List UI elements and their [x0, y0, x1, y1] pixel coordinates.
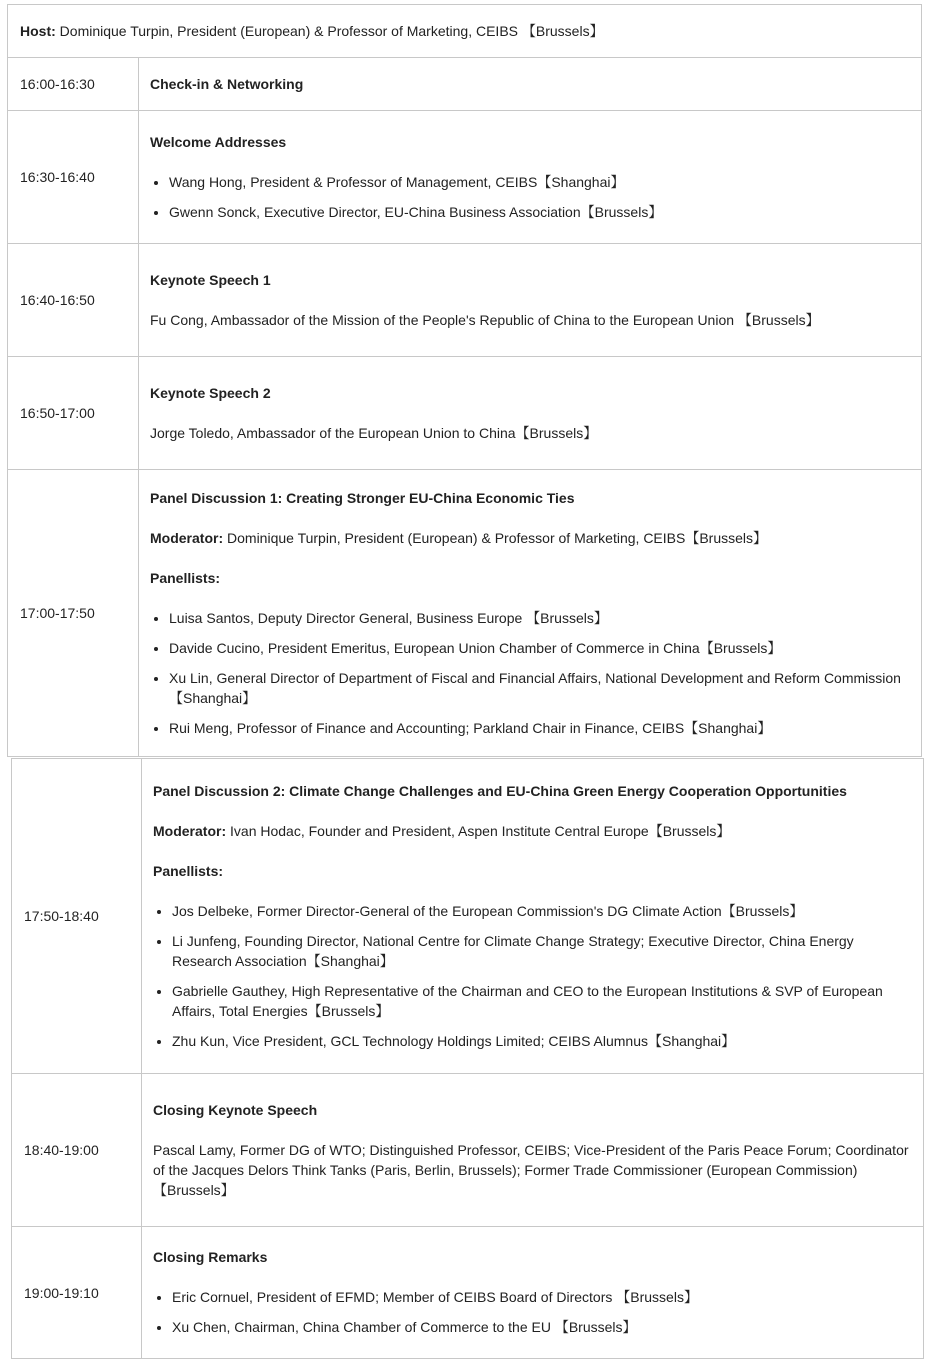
- speaker-text: Fu Cong, Ambassador of the Mission of the People's Republic of China to the European Union 【Brussels】: [150, 311, 820, 328]
- moderator-line: [150, 528, 909, 548]
- session-title: Keynote Speech 2: [150, 384, 271, 401]
- moderator-label: Moderator:: [150, 529, 224, 546]
- list-item: • Davide Cucino, President Emeritus, European Union Chamber of Commerce in China【Brussels】: [169, 638, 909, 658]
- session-cell: [139, 244, 922, 357]
- session-title: Closing Remarks: [153, 1249, 268, 1265]
- table-row: [12, 1227, 924, 1359]
- table-row: [12, 759, 924, 1074]
- list-item: • Luisa Santos, Deputy Director General, Business Europe 【Brussels】: [169, 608, 909, 628]
- moderator-line: [153, 821, 911, 841]
- panellist-list: [150, 608, 909, 738]
- host-text: Dominique Turpin, President (European) & Professor of Marketing, CEIBS 【Brussels】: [55, 23, 604, 39]
- moderator-label: Moderator:: [153, 822, 227, 839]
- session-cell: [139, 470, 922, 757]
- list-item: • Rui Meng, Professor of Finance and Accounting; Parkland Chair in Finance, CEIBS【Shanghai】: [169, 718, 909, 738]
- session-cell: [142, 1227, 924, 1359]
- agenda-table-part-1: [7, 4, 922, 757]
- session-cell: [139, 357, 922, 470]
- session-title: Closing Keynote Speech: [153, 1101, 318, 1118]
- host-row: [8, 5, 922, 58]
- host-label: Host:: [20, 23, 56, 39]
- session-cell: [142, 759, 924, 1074]
- session-cell: [139, 111, 922, 244]
- time-cell: 19:00-19:10: [12, 1227, 142, 1359]
- time-cell: 16:30-16:40: [8, 111, 139, 244]
- speaker-list: [150, 172, 909, 222]
- list-item: • Wang Hong, President & Professor of Management, CEIBS【Shanghai】: [169, 172, 909, 192]
- session-title: Panel Discussion 2: Climate Change Challenges and EU-China Green Energy Cooperation Opportunities: [153, 782, 847, 799]
- time-cell: 17:00-17:50: [8, 470, 139, 757]
- speaker-text: Pascal Lamy, Former DG of WTO; Distinguished Professor, CEIBS; Vice-President of the Paris Peace Forum; Coordinator of the Jacques Delors Think Tanks (Paris, Berlin, Brussels); Former Trade Commissioner (European Commission)【Brussels】: [153, 1141, 909, 1198]
- session-title: Keynote Speech 1: [150, 271, 271, 288]
- panellist-list: [153, 901, 911, 1051]
- moderator-text: Dominique Turpin, President (European) & Professor of Marketing, CEIBS【Brussels】: [223, 529, 768, 546]
- speaker-text: Jorge Toledo, Ambassador of the European Union to China【Brussels】: [150, 424, 598, 441]
- moderator-text: Ivan Hodac, Founder and President, Aspen Institute Central Europe【Brussels】: [226, 822, 731, 839]
- table-row: [8, 470, 922, 757]
- time-cell: 16:50-17:00: [8, 357, 139, 470]
- panellists-label: Panellists:: [150, 569, 221, 586]
- host-cell: [8, 5, 922, 58]
- session-title: Check-in & Networking: [150, 75, 304, 92]
- list-item: • Zhu Kun, Vice President, GCL Technology Holdings Limited; CEIBS Alumnus【Shanghai】: [172, 1031, 911, 1051]
- list-item: • Li Junfeng, Founding Director, National Centre for Climate Change Strategy; Executive Director, China Energy Research Association【Shanghai】: [172, 931, 911, 971]
- table-row: [8, 357, 922, 470]
- panellists-label: Panellists:: [153, 862, 224, 879]
- session-cell: [139, 58, 922, 111]
- time-cell: 16:00-16:30: [8, 58, 139, 111]
- list-item: • Xu Chen, Chairman, China Chamber of Commerce to the EU 【Brussels】: [172, 1317, 911, 1337]
- time-cell: 17:50-18:40: [12, 759, 142, 1074]
- list-item: • Gwenn Sonck, Executive Director, EU-China Business Association【Brussels】: [169, 202, 909, 222]
- session-cell: [142, 1074, 924, 1227]
- speaker-list: [153, 1287, 911, 1337]
- time-cell: 18:40-19:00: [12, 1074, 142, 1227]
- list-item: • Xu Lin, General Director of Department of Fiscal and Financial Affairs, National Development and Reform Commission【Shanghai】: [169, 668, 909, 708]
- table-row: [8, 58, 922, 111]
- session-title: Panel Discussion 1: Creating Stronger EU-China Economic Ties: [150, 489, 575, 506]
- agenda-table-part-2: [11, 758, 924, 1359]
- session-title: Welcome Addresses: [150, 133, 287, 150]
- table-row: [12, 1074, 924, 1227]
- list-item: • Jos Delbeke, Former Director-General of the European Commission's DG Climate Action【Brussels】: [172, 901, 911, 921]
- time-cell: 16:40-16:50: [8, 244, 139, 357]
- table-row: [8, 111, 922, 244]
- list-item: • Eric Cornuel, President of EFMD; Member of CEIBS Board of Directors 【Brussels】: [172, 1287, 911, 1307]
- list-item: • Gabrielle Gauthey, High Representative of the Chairman and CEO to the European Institutions & SVP of European Affairs, Total Energies【Brussels】: [172, 981, 911, 1021]
- table-row: [8, 244, 922, 357]
